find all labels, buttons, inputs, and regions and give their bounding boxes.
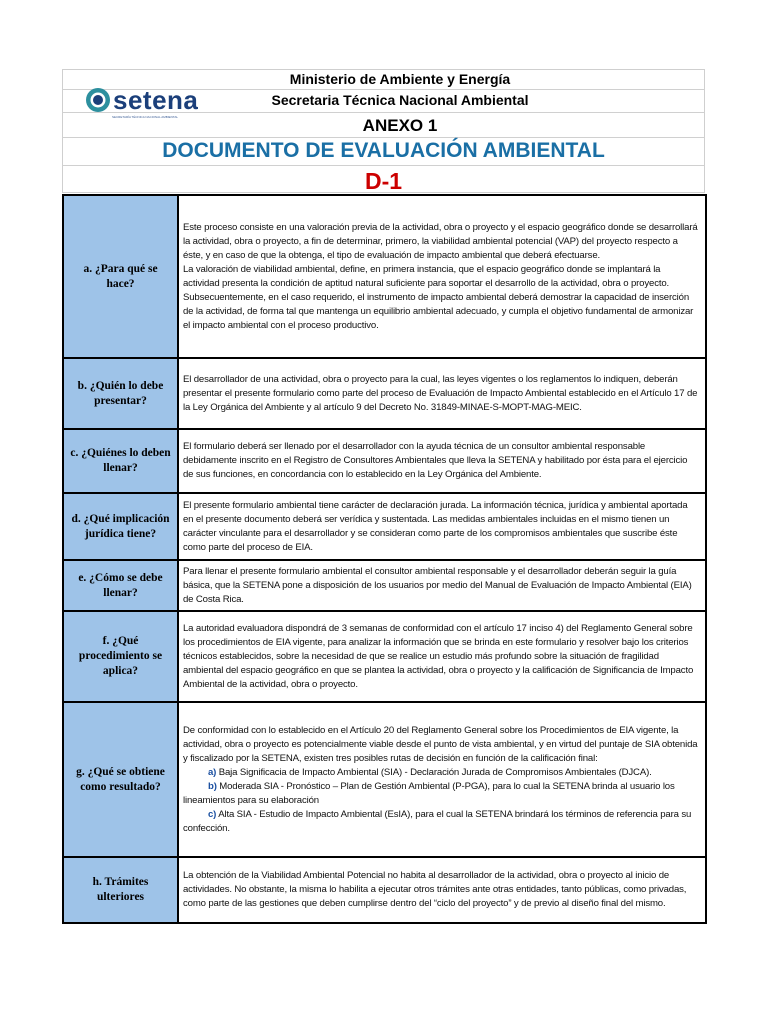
table-row xyxy=(63,493,706,560)
question-cell: h. Trámites ulteriores xyxy=(63,857,178,923)
answer-paragraph: De conformidad con lo establecido en el Artículo 20 del Reglamento General sobre los Procedimientos de EIA vigente, la actividad, obra o proyecto es potencialmente viable desde el punto de vista ambiental, y en virtud del puntaje de SIA obtenida y fiscalizado por la SETENA, existen tres posibles rutas de decisión en función de la calificación final: xyxy=(183,724,698,764)
divider xyxy=(62,165,705,166)
answer-paragraph: La obtención de la Viabilidad Ambiental Potencial no habita al desarrollador de la actividad, obra o proyecto al inicio de actividades. No obstante, la misma lo habilita a ejecutar otros trámites ante otras entidades, tanto públicas, como privadas, como parte de las gestiones que deben cumplirse dentro del “ciclo del proyecto” y de previo al diseño final del mismo. xyxy=(183,870,687,909)
table-row xyxy=(63,611,706,702)
option-text: Moderada SIA - Pronóstico – Plan de Gestión Ambiental (P-PGA), para lo cual la SETENA brinda al usuario los lineamientos para su elaboración xyxy=(183,780,675,806)
answer-paragraph: Para llenar el presente formulario ambiental el consultor ambiental responsable y el desarrollador deberán seguir la guía básica, que la SETENA pone a disposición de los usuarios por medio del Manual de Evaluación de Impacto Ambiental (EIA) de Costa Rica. xyxy=(183,565,692,605)
answer-paragraph: El formulario deberá ser llenado por el desarrollador con la ayuda técnica de un consultor ambiental responsable debidamente inscrito en el Registro de Consultores Ambientales que lleva la SETENA y habilitado por ésta para el ejercicio de sus funciones, en concordancia con lo establecido en la Ley Orgánica del Ambiente. xyxy=(183,441,688,480)
document-code: D-1 xyxy=(364,168,403,194)
question-cell: g. ¿Qué se obtiene como resultado? xyxy=(63,702,178,857)
question-cell: b. ¿Quién lo debe presentar? xyxy=(63,358,178,429)
table-row xyxy=(63,702,706,857)
table-row xyxy=(63,857,706,923)
option-text: Baja Significacia de Impacto Ambiental (SIA) - Declaración Jurada de Compromisos Ambientales (DJCA). xyxy=(218,766,652,778)
answer-cell xyxy=(178,560,706,611)
qa-table xyxy=(62,194,707,924)
table-row xyxy=(63,429,706,493)
question-cell: e. ¿Cómo se debe llenar? xyxy=(63,560,178,611)
table-row xyxy=(63,560,706,611)
logo-subtitle: SECRETARÍA TÉCNICA NACIONAL AMBIENTAL xyxy=(112,115,179,119)
secretariat-name: Secretaria Técnica Nacional Ambiental xyxy=(271,92,529,108)
question-cell: f. ¿Qué procedimiento se aplica? xyxy=(63,611,178,702)
option-letter: a) xyxy=(208,766,217,778)
question-cell: d. ¿Qué implicación jurídica tiene? xyxy=(63,493,178,560)
question-cell: c. ¿Quiénes lo deben llenar? xyxy=(63,429,178,493)
answer-paragraph: La autoridad evaluadora dispondrá de 3 semanas de conformidad con el artículo 17 inciso 4) del Reglamento General sobre los procedimientos de EIA vigente, para analizar la información que se brinda en este formulario y resolver bajo los criterios técnicos establecidos, sobre la necesidad de que se realice un estudio más profundo sobre la situación de fragilidad ambiental del espacio geográfico en que se plantea la actividad, obra o proyecto y la calificación de Significancia de Impacto Ambiental de la actividad, obra o proyecto. xyxy=(183,622,694,690)
answer-cell xyxy=(178,702,706,857)
option-letter: c) xyxy=(208,808,217,820)
answer-cell xyxy=(178,493,706,560)
answer-paragraph: El presente formulario ambiental tiene carácter de declaración jurada. La información técnica, jurídica y ambiental aportada en el presente documento deberá ser verídica y sustentada. Las medidas ambientales incluidas en el mismo tienen un carácter vinculante para el desarrollador y se consideran como parte de los compromisos ambientales que suscribe éste como parte del proceso de EIA. xyxy=(183,499,688,553)
answer-paragraph: Este proceso consiste en una valoración previa de la actividad, obra o proyecto y el espacio geográfico donde se desarrollará la actividad, obra o proyecto, a fin de determinar, primero, la viabilidad ambiental potencial (VAP) del proyecto respecto a éste, y en caso de que la obtenga, el tipo de evaluación de impacto ambiental que deberá efectuarse. xyxy=(183,221,698,261)
ministry-name: Ministerio de Ambiente y Energía xyxy=(289,71,511,87)
answer-cell xyxy=(178,195,706,358)
logo-text: setena xyxy=(113,85,199,115)
option-text: Alta SIA - Estudio de Impacto Ambiental (EsIA), para el cual la SETENA brindará los términos de referencia para su confección. xyxy=(183,808,692,834)
answer-cell xyxy=(178,611,706,702)
option-letter: b) xyxy=(208,780,217,792)
option-item xyxy=(183,808,699,836)
annex-label: ANEXO 1 xyxy=(362,116,438,135)
divider xyxy=(62,137,705,138)
answer-cell xyxy=(178,358,706,429)
setena-logo-icon xyxy=(85,87,111,113)
table-row xyxy=(63,195,706,358)
answer-cell xyxy=(178,857,706,923)
document-title: DOCUMENTO DE EVALUACIÓN AMBIENTAL xyxy=(162,139,605,162)
answer-paragraph: Subsecuentemente, en el caso requerido, el instrumento de impacto ambiental deberá demostrar la capacidad de inserción de la actividad, de forma tal que mantenga un equilibrio ambiental adecuado, y cumpla el objetivo fundamental de armonizar el impacto ambiental con el proceso productivo. xyxy=(183,291,694,331)
option-item xyxy=(183,780,699,808)
setena-logo xyxy=(82,84,199,122)
option-item xyxy=(183,766,699,780)
answer-cell xyxy=(178,429,706,493)
table-row xyxy=(63,358,706,429)
question-cell: a. ¿Para qué se hace? xyxy=(63,195,178,358)
answer-paragraph: El desarrollador de una actividad, obra o proyecto para la cual, las leyes vigentes o los reglamentos lo indiquen, deberán presentar el presente formulario como parte del proceso de Evaluación de Impacto Ambiental establecido en el Artículo 17 de la Ley Orgánica del Ambiente y al artículo 9 del Decreto No. 31849-MINAE-S-MOPT-MAG-MEIC. xyxy=(183,373,698,413)
answer-paragraph: La valoración de viabilidad ambiental, define, en primera instancia, que el espacio geográfico donde se implantará la actividad presenta la condición de aptitud natural suficiente para soportar el desarrollo de la actividad, obra o proyecto. xyxy=(183,263,670,289)
